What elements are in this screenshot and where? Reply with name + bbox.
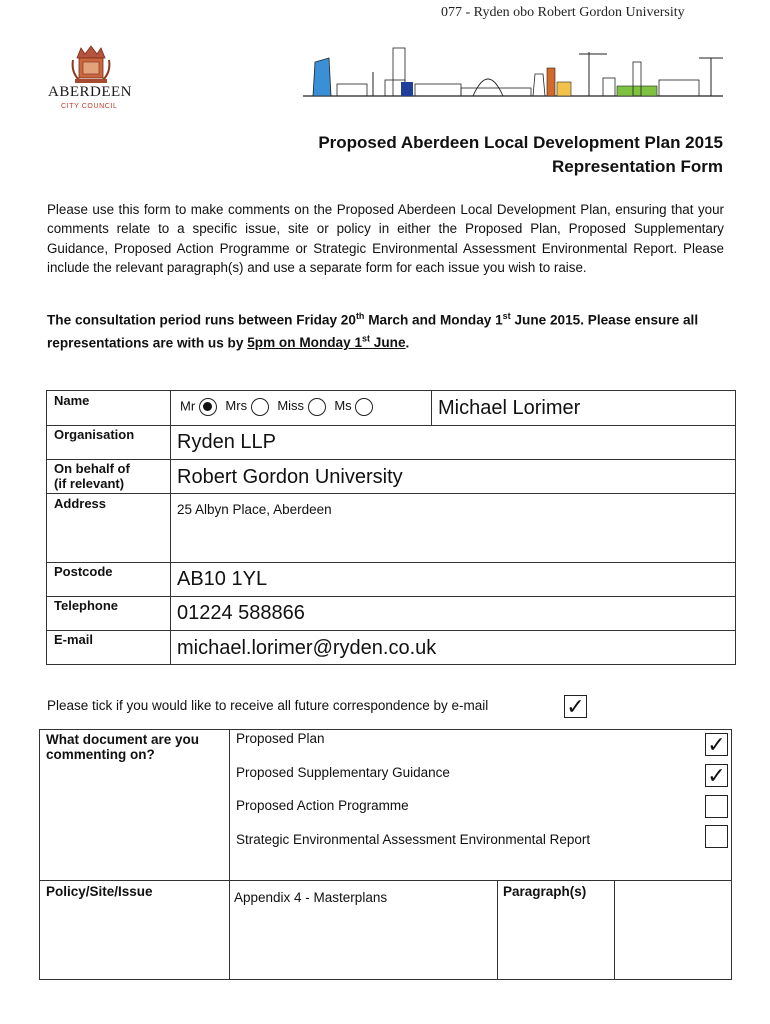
row-divider: [46, 630, 736, 631]
on-behalf-field[interactable]: Robert Gordon University: [177, 466, 403, 488]
option-action-programme-label: Proposed Action Programme: [236, 798, 409, 813]
city-skyline-banner: [303, 44, 723, 106]
option-sea-report-label: Strategic Environmental Assessment Environmental Report: [236, 832, 591, 847]
document-reference: 077 - Ryden obo Robert Gordon University: [441, 5, 685, 20]
row-divider: [46, 459, 736, 460]
telephone-field[interactable]: 01224 588866: [177, 602, 305, 624]
document-question: What document are you commenting on?: [46, 732, 200, 762]
telephone-label: Telephone: [54, 598, 119, 613]
on-behalf-label: On behalf of (if relevant): [54, 461, 130, 491]
paragraph-field[interactable]: [620, 890, 725, 970]
title-mrs-radio[interactable]: [251, 398, 269, 416]
title-ms-radio[interactable]: [355, 398, 373, 416]
name-label: Name: [54, 393, 90, 408]
organisation-label: Organisation: [54, 427, 135, 442]
row-divider: [46, 596, 736, 597]
column-divider: [229, 729, 230, 980]
row-divider: [39, 880, 732, 881]
policy-label: Policy/Site/Issue: [46, 884, 153, 899]
option-sea-report-checkbox[interactable]: [705, 825, 728, 848]
email-optin-text: Please tick if you would like to receive all future correspondence by e-mail: [47, 698, 489, 713]
paragraph-label: Paragraph(s): [503, 884, 587, 899]
option-supplementary-guidance-checkbox[interactable]: ✓: [705, 764, 728, 787]
name-divider: [431, 390, 432, 426]
intro-paragraph: Please use this form to make comments on the Proposed Aberdeen Local Development Plan, ensuring that your comments relate to a specific issue, site or policy in either the Proposed Plan, Proposed Supplementary Guidance, Proposed Action Programme or Strategic Environmental Assessment Environmental Report. Please include the relevant paragraph(s) and use a separate form for each issue you wish to raise.: [47, 202, 724, 276]
column-divider: [614, 880, 615, 980]
option-proposed-plan-checkbox[interactable]: ✓: [705, 733, 728, 756]
column-divider: [497, 880, 498, 980]
deadline-text: 5pm on Monday 1st June: [247, 333, 406, 351]
city-crest-icon: [71, 44, 111, 86]
column-divider: [170, 390, 171, 665]
organisation-field[interactable]: Ryden LLP: [177, 431, 276, 453]
title-ms-label: Ms: [334, 398, 352, 414]
contact-details-table: [46, 390, 736, 665]
logo-name: ABERDEEN: [48, 84, 132, 100]
address-field[interactable]: 25 Albyn Place, Aberdeen: [177, 502, 332, 517]
policy-field[interactable]: Appendix 4 - Masterplans: [234, 890, 388, 905]
postcode-label: Postcode: [54, 564, 113, 579]
title-miss-radio[interactable]: [308, 398, 326, 416]
form-title: Proposed Aberdeen Local Development Plan 2015: [318, 133, 723, 152]
email-field[interactable]: michael.lorimer@ryden.co.uk: [177, 637, 437, 659]
title-mrs-label: Mrs: [225, 398, 248, 414]
email-label: E-mail: [54, 632, 94, 647]
option-proposed-plan-label: Proposed Plan: [236, 731, 325, 746]
row-divider: [46, 425, 736, 426]
aberdeen-city-council-logo: [46, 44, 141, 114]
option-action-programme-checkbox[interactable]: [705, 795, 728, 818]
title-radio-group[interactable]: [180, 398, 373, 416]
email-optin-checkbox[interactable]: ✓: [564, 695, 587, 718]
form-subtitle: Representation Form: [552, 157, 723, 176]
address-label: Address: [54, 496, 107, 511]
row-divider: [46, 493, 736, 494]
postcode-field[interactable]: AB10 1YL: [177, 568, 268, 590]
logo-subtitle: CITY COUNCIL: [61, 103, 118, 110]
title-miss-label: Miss: [277, 398, 305, 414]
name-field[interactable]: Michael Lorimer: [438, 397, 581, 419]
option-supplementary-guidance-label: Proposed Supplementary Guidance: [236, 765, 450, 780]
title-mr-radio[interactable]: [199, 398, 217, 416]
row-divider: [46, 562, 736, 563]
title-mr-label: Mr: [180, 398, 196, 414]
consultation-period: The consultation period runs between Friday 20th March and Monday 1st June 2015. Please ensure all representations are with us by 5pm on Monday 1st June.: [47, 311, 699, 351]
